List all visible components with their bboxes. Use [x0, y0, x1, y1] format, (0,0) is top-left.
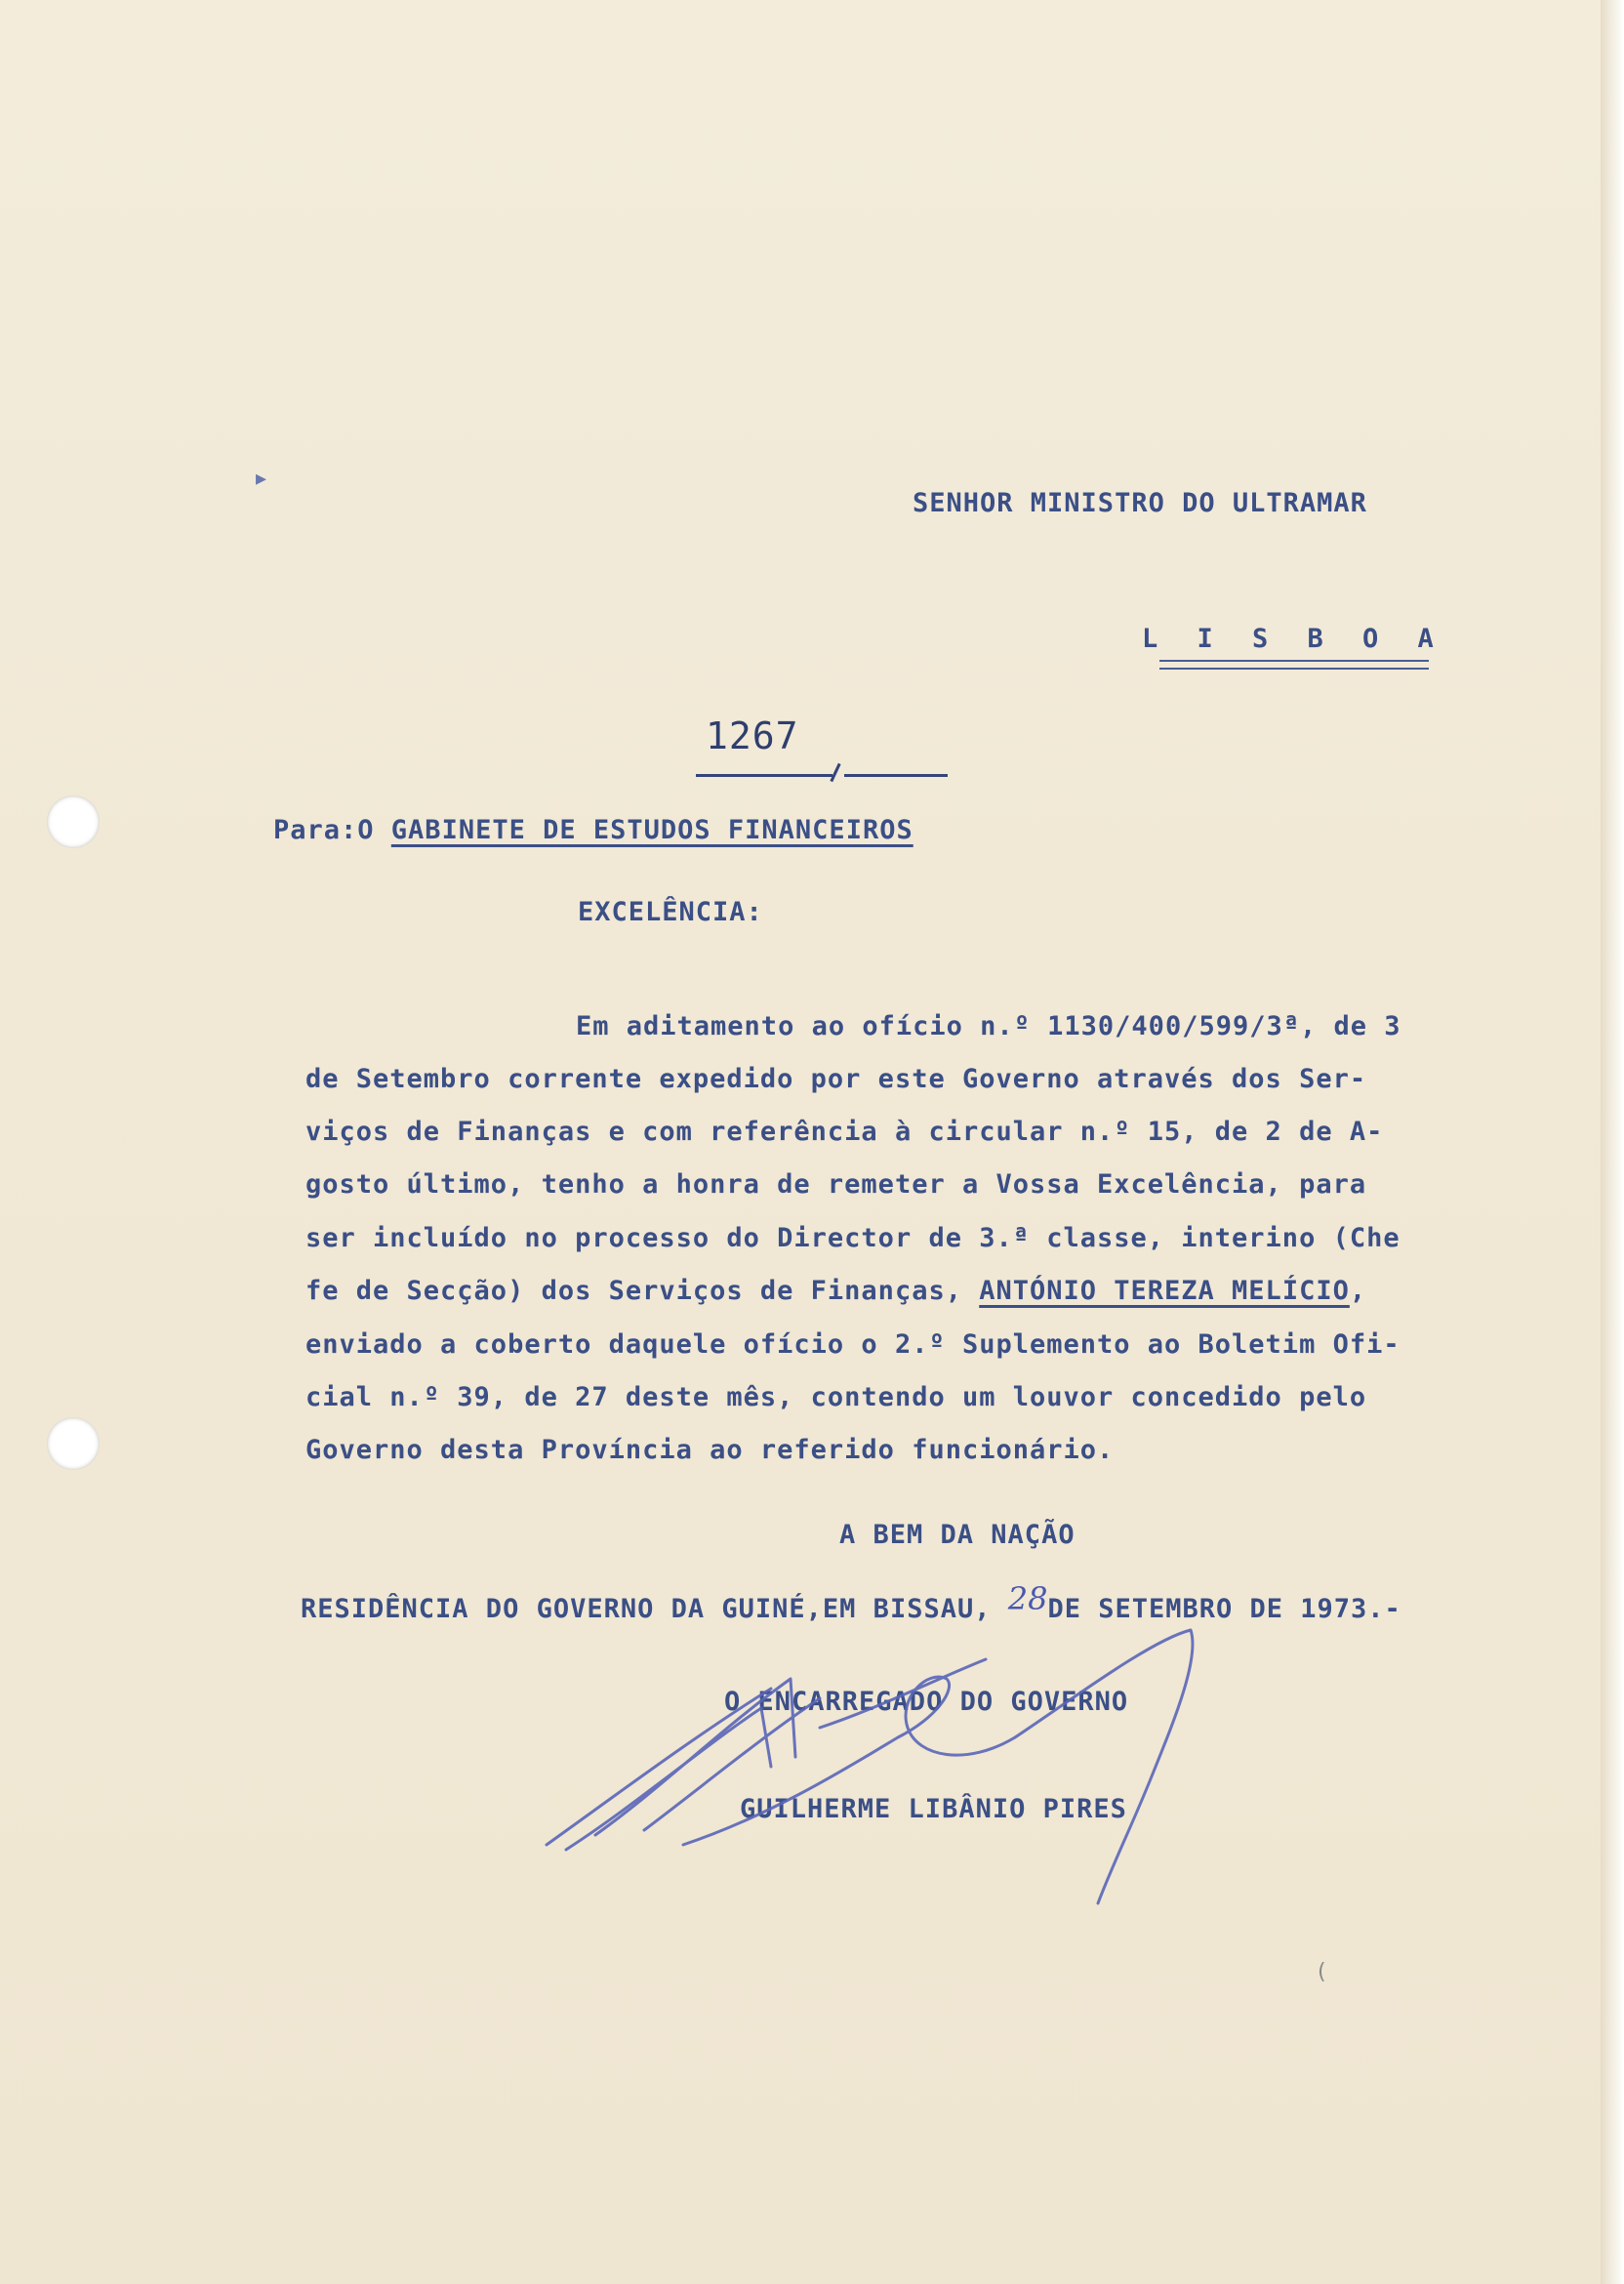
handwritten-day: 28 [1007, 1580, 1048, 1617]
city: L I S B O A [1142, 624, 1445, 654]
reference-number: 1267 [706, 714, 799, 757]
body-line-3: viços de Finanças e com referência à circular n.º 15, de 2 de A- [305, 1117, 1384, 1147]
body-line-6-text: fe de Secção) dos Serviços de Finanças, [305, 1276, 980, 1306]
reference-line-left [696, 774, 832, 777]
body-line-6 [305, 1278, 1525, 1304]
body-line-2: de Setembro corrente expedido por este Governo através dos Ser- [305, 1064, 1367, 1094]
reference-line-right [844, 774, 948, 777]
body-line-8: cial n.º 39, de 27 deste mês, contendo um louvor concedido pelo [305, 1382, 1367, 1412]
handwritten-signature [527, 1620, 1230, 1913]
body-line-6-end: , [1349, 1276, 1367, 1306]
city-double-underline [1159, 660, 1429, 670]
body-line-5: ser incluído no processo do Director de 3.ª classe, interino (Che [305, 1223, 1401, 1253]
dateline-date: DE SETEMBRO DE 1973.- [1047, 1594, 1401, 1624]
punch-hole-bottom [47, 1417, 100, 1470]
official-name: ANTÓNIO TEREZA MELÍCIO [979, 1276, 1350, 1306]
page-edge [1601, 0, 1624, 2284]
addressee: SENHOR MINISTRO DO ULTRAMAR [913, 488, 1367, 518]
recipient-prefix: Para:O [273, 815, 391, 845]
signatory-title: O ENCARREGADO DO GOVERNO [724, 1687, 1129, 1717]
body-line-7: enviado a coberto daquele ofício o 2.º Suplemento ao Boletim Ofi- [305, 1329, 1401, 1360]
stray-mark: ▸ [256, 467, 267, 491]
signatory-name: GUILHERME LIBÂNIO PIRES [740, 1794, 1127, 1824]
salutation: EXCELÊNCIA: [578, 897, 763, 927]
body-line-9: Governo desta Província ao referido funcionário. [305, 1435, 1115, 1465]
body-line-1: Em aditamento ao ofício n.º 1130/400/599/3ª, de 3 [576, 1011, 1401, 1041]
recipient-name: GABINETE DE ESTUDOS FINANCEIROS [390, 815, 914, 845]
punch-hole-top [47, 795, 100, 848]
stray-mark-bottom: ( [1318, 1960, 1326, 1984]
body-line-4: gosto último, tenho a honra de remeter a Vossa Excelência, para [305, 1169, 1367, 1200]
recipient-line [273, 817, 914, 843]
dateline [301, 1580, 1401, 1624]
dateline-place: RESIDÊNCIA DO GOVERNO DA GUINÉ,EM BISSAU, [301, 1594, 1008, 1624]
closing: A BEM DA NAÇÃO [839, 1520, 1076, 1550]
